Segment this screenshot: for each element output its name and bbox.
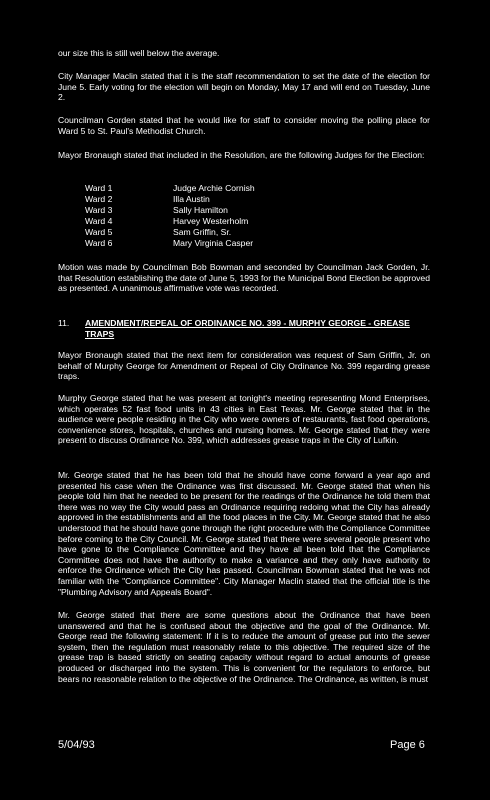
paragraph-election-date: City Manager Maclin stated that it is the staff recommendation to set the date of the election for June 5. Early voting for the election will begin on Monday, May 17 and will end on Tuesday, June 2. [58,71,430,103]
ward-label: Ward 2 [85,194,113,204]
judge-name: Sally Hamilton [173,205,228,215]
paragraph-motion: Motion was made by Councilman Bob Bowman and seconded by Councilman Jack Gorden, Jr. that Resolution establishing the date of June 5, 1993 for the Municipal Bond Election be approved as presented. A unanimous affirmative vote was recorded. [58,262,430,294]
paragraph-request: Mayor Bronaugh stated that the next item for consideration was request of Sam Griffin, Jr. on behalf of Murphy George for Amendment or Repeal of City Ordinance No. 399 regarding grease traps. [58,350,430,382]
paragraph-ordinance-questions: Mr. George stated that there are some questions about the Ordinance that have been unanswered and that he is confused about the objective and the goal of the Ordinance. Mr. George read the following statement: If it is to reduce the amount of grease put into the sewer system, then the regulation must reasonably relate to this objective. The required size of the grease trap is based strictly on seating capacity without regard to actual amounts of grease produced or discharged into the system. This is convenient for the regulators to enforce, but bears no reasonable relation to the objective of the Ordinance. The Ordinance, as written, is must [58,610,430,684]
paragraph-judges-intro: Mayor Bronaugh stated that included in the Resolution, are the following Judges for the Election: [58,150,425,160]
ward-label: Ward 1 [85,183,113,193]
ward-label: Ward 5 [85,227,113,237]
judge-name: Harvey Westerholm [173,216,249,226]
ward-label: Ward 4 [85,216,113,226]
judge-name: Mary Virginia Casper [173,238,254,248]
paragraph-murphy-george: Murphy George stated that he was present at tonight's meeting representing Mond Enterprises, which operates 52 fast food units in 43 cities in East Texas. Mr. George stated that in the audience were people residing in the City who were owners of restaurants, fast food operations, convenience stores, hospitals, churches and nursing homes. Mr. George stated that they were present to discuss Ordinance No. 399, which addresses grease traps in the City of Lufkin. [58,393,430,446]
footer-date: 5/04/93 [58,739,95,751]
paragraph-continuation: our size this is still well below the average. [58,48,220,58]
ward-label: Ward 3 [85,205,113,215]
judge-name: Judge Archie Cornish [173,183,255,193]
paragraph-polling-place: Councilman Gorden stated that he would like for staff to consider moving the polling place for Ward 5 to St. Paul's Methodist Church. [58,115,430,136]
ward-label: Ward 6 [85,238,113,248]
section-heading: AMENDMENT/REPEAL OF ORDINANCE NO. 399 - MURPHY GEORGE - GREASE TRAPS [85,318,410,339]
judge-name: Sam Griffin, Sr. [173,227,232,237]
judge-name: Illa Austin [173,194,210,204]
footer-page-number: Page 6 [390,739,425,751]
paragraph-compliance-committee: Mr. George stated that he has been told that he should have come forward a year ago and presented his case when the Ordinance was first discussed. Mr. George stated that when his people told him that he needed to be present for the readings of the Ordinance he told them that there was no way the City would pass an Ordinance requiring redoing what the City has already approved in the establishments and all the food places in the City. Mr. George stated that he also understood that he should have gone through the right procedure with the Compliance Committee before coming to the City Council. Mr. George stated that there were several people present who have gone to the Compliance Committee and they have all been told that the Compliance Committee does not have the authority to make a variance and they only have authority to enforce the Ordinance which the City has passed. Councilman Bowman stated that he was not familiar with the "Compliance Committee". City Manager Maclin stated that the official title is the "Plumbing Advisory and Appeals Board". [58,470,430,597]
section-number: 11. [58,318,70,328]
